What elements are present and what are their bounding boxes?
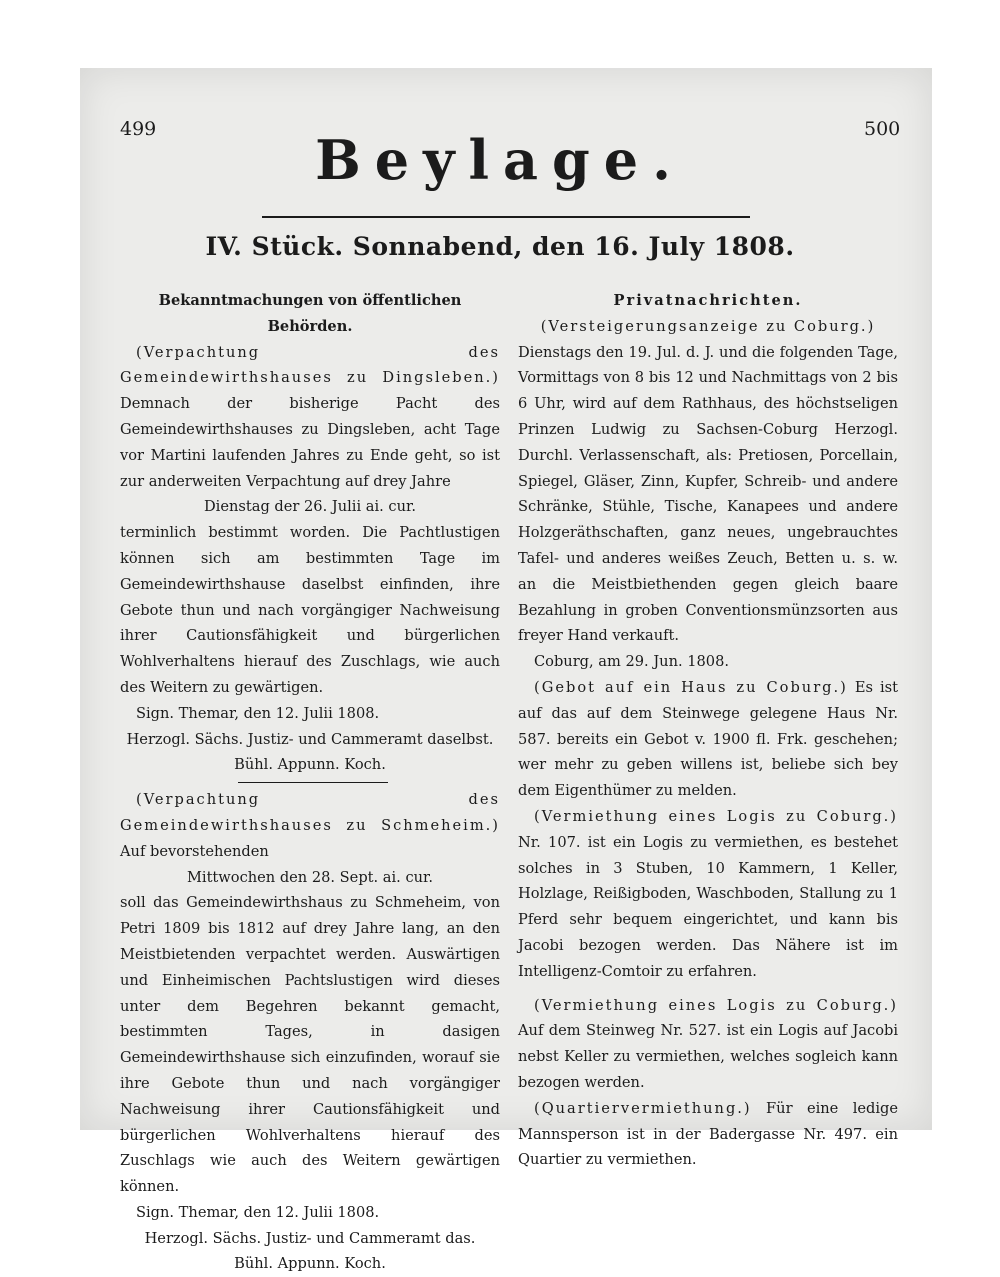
page-number-left: 499 (120, 118, 157, 140)
notice-signature: Sign. Themar, den 12. Julii 1808. (136, 1203, 380, 1221)
section-heading-private: Privatnachrichten. (613, 292, 803, 309)
notice-officials: Bühl. Appunn. Koch. (234, 1255, 386, 1273)
notice-title: (Gebot auf ein Haus zu Coburg.) (534, 678, 848, 696)
notice-date-line: Dienstag der 26. Julii ai. cur. (203, 498, 416, 516)
notice-body-continued: soll das Gemeindewirthshaus zu Schmeheim, von Petri 1809 bis 1812 auf drey Jahre lang, an den Meistbietenden verpachtet werden. Auswärtigen und Einheimischen Pachtslustigen wird dieses unter dem Begehren bekannt gemacht, bestimmten Tages, in dasigen Gemeindewirthshause sich einzufinden, worauf sie ihre Gebote thun und nach vorgängiger Nachweisung ihrer Cautionsfähigkeit und bürgerlichen Wohlverhaltens hierauf des Zuschlags wie auch des Weitern gewärtigen können. (120, 894, 500, 1196)
notice-title: (Vermiethung eines Logis zu Coburg.) (534, 996, 898, 1014)
section-heading-official: Bekanntmachungen von öffentlichen Behörden. (158, 292, 462, 335)
title-rule (262, 216, 750, 218)
notice-quarters (518, 1096, 898, 1173)
notice-signature: Coburg, am 29. Jun. 1808. (534, 653, 730, 671)
notice-body-continued: terminlich bestimmt worden. Die Pachtlustigen können sich am bestimmten Tage im Gemeindewirthshause daselbst einfinden, ihre Gebote thun und nach vorgängiger Nachweisung ihrer Cautionsfähigkeit und bürgerlichen Wohlverhaltens hierauf des Zuschlags, wie auch des Weitern zu gewärtigen. (120, 524, 500, 696)
notice-body: Demnach der bisherige Pacht des Gemeindewirthshauses zu Dingsleben, acht Tage vor Martini laufenden Jahres zu Ende geht, so ist zur anderweiten Verpachtung auf drey Jahre (120, 395, 500, 490)
notice-auction-coburg: Dienstags den 19. Jul. d. J. und die folgenden Tage, Vormittags von 8 bis 12 und Nachmittags von 2 bis 6 Uhr, wird auf dem Rathhaus, des höchstseligen Prinzen Ludwig zu Sachsen-Coburg Herzogl. Durchl. Verlassenschaft, als: Pretiosen, Porcellain, Spiegel, Gläser, Zinn, Kupfer, Schreib- und andere Schränke, Stühle, Tische, Kanapees und andere Holzgeräthschaften, ganz neues, ungebrauchtes Tafel- und anderes weißes Zeuch, Betten u. s. w. an die Meistbiethenden gegen gleich baare Bezahlung in groben Conventionsmünzsorten aus freyer Hand verkauft. (518, 343, 898, 645)
notice-body: Nr. 107. ist ein Logis zu vermiethen, es bestehet solches in 3 Stuben, 10 Kammern, 1 Keller, Holzlage, Reißigboden, Waschboden, Stallung zu 1 Pferd sehr bequem eingerichtet, und kann bis Jacobi bezogen werden. Das Nähere ist im Intelligenz-Comtoir zu erfahren. (518, 833, 898, 980)
notice-title: (Quartiervermiethung.) (534, 1099, 752, 1117)
notice-dingsleben (120, 340, 500, 495)
notice-body: Auf bevorstehenden (120, 842, 269, 860)
page-title: Beylage. (315, 128, 685, 192)
notice-office: Herzogl. Sächs. Justiz- und Cammeramt daselbst. (126, 730, 494, 748)
notice-officials: Bühl. Appunn. Koch. (234, 756, 386, 774)
left-column (120, 288, 500, 1277)
notice-office: Herzogl. Sächs. Justiz- und Cammeramt das. (144, 1229, 476, 1247)
notice-house-offer (518, 675, 898, 804)
notice-body: Für eine ledige Mannsperson ist in der Badergasse Nr. 497. ein Quartier zu vermiethen. (518, 1099, 898, 1169)
notice-date-line: Mittwochen den 28. Sept. ai. cur. (186, 868, 434, 886)
issue-dateline: IV. Stück. Sonnabend, den 16. July 1808. (205, 232, 795, 261)
notice-lodging-107 (518, 804, 898, 985)
notice-body: Es ist auf das auf dem Steinwege gelegene Haus Nr. 587. bereits ein Gebot v. 1900 fl. Frk. geschehen; wer mehr zu geben willens ist, beliebe sich bey dem Eigenthümer zu melden. (518, 678, 898, 800)
right-column (518, 288, 898, 1173)
notice-title: (Versteigerungsanzeige zu Coburg.) (540, 317, 876, 335)
notice-signature: Sign. Themar, den 12. Julii 1808. (136, 704, 380, 722)
notice-title: (Verpachtung des Gemeindewirthshauses zu Schmeheim.) (120, 791, 500, 834)
page-number-right: 500 (864, 118, 901, 140)
notice-gap (518, 985, 898, 993)
notice-title: (Vermiethung eines Logis zu Coburg.) (534, 807, 898, 825)
notice-separator (238, 782, 388, 783)
notice-body: Auf dem Steinweg Nr. 527. ist ein Logis auf Jacobi nebst Keller zu vermiethen, welches sogleich kann bezogen werden. (518, 1022, 898, 1091)
notice-title: (Verpachtung des Gemeindewirthshauses zu Dingsleben.) (120, 343, 500, 387)
notice-schmeheim (120, 787, 500, 864)
notice-lodging-527 (518, 993, 898, 1096)
